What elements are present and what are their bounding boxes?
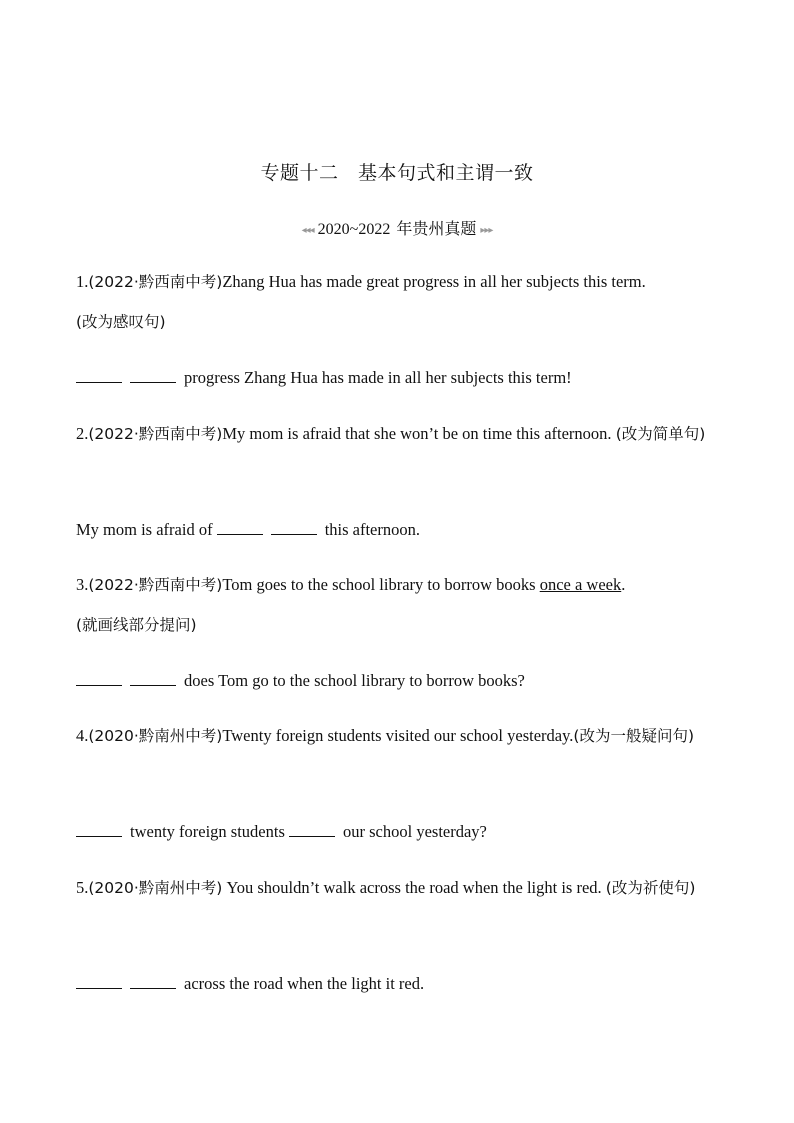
answer-line-5 — [76, 972, 720, 996]
question-source: (2020·黔南州中考) — [88, 727, 223, 745]
answer-line-3 — [76, 669, 720, 693]
answer-blank[interactable] — [76, 974, 122, 989]
subtitle-label: 年贵州真题 — [396, 219, 477, 238]
answer-blank[interactable] — [271, 520, 317, 535]
answer-text: across the road when the light it red. — [184, 974, 425, 993]
answer-line-1 — [76, 366, 720, 390]
answer-blank[interactable] — [217, 520, 263, 535]
section-subtitle — [0, 216, 794, 239]
answer-blank[interactable] — [289, 822, 335, 837]
answer-line-2 — [76, 518, 720, 542]
question-text: You shouldn’t walk across the road when the light is red. — [222, 878, 606, 897]
question-number: 4. — [76, 726, 89, 745]
answer-blank[interactable] — [76, 822, 122, 837]
question-1 — [76, 262, 720, 342]
question-4 — [76, 716, 720, 756]
answer-text-middle: twenty foreign students — [130, 822, 290, 841]
answer-blank[interactable] — [130, 368, 176, 383]
question-5 — [76, 868, 720, 908]
subtitle-years: 2020~2022 — [317, 221, 391, 238]
question-2 — [76, 414, 720, 454]
question-instruction: (改为一般疑问句) — [573, 727, 695, 745]
left-ornament-icon: ◂◂◂ — [301, 224, 314, 236]
question-text: Zhang Hua has made great progress in all her subjects this term. — [222, 272, 646, 291]
question-number: 2. — [76, 424, 89, 443]
answer-blank[interactable] — [130, 671, 176, 686]
question-text-end: . — [621, 575, 626, 594]
answer-text: our school yesterday? — [343, 822, 487, 841]
question-number: 1. — [76, 272, 89, 291]
underlined-phrase: once a week — [539, 575, 622, 594]
answer-text-before: My mom is afraid of — [76, 520, 217, 539]
question-number: 3. — [76, 575, 89, 594]
answer-line-4 — [76, 820, 720, 844]
question-text: Twenty foreign students visited our school yesterday. — [222, 726, 574, 745]
answer-blank[interactable] — [76, 368, 122, 383]
question-instruction: (改为简单句) — [615, 425, 706, 443]
page-title: 专题十二 基本句式和主谓一致 — [260, 162, 534, 184]
question-source: (2022·黔西南中考) — [88, 273, 223, 291]
question-text: Tom goes to the school library to borrow books — [222, 575, 540, 594]
right-ornament-icon: ▸▸▸ — [480, 224, 493, 236]
question-instruction: (改为祈使句) — [605, 879, 696, 897]
answer-text: this afternoon. — [324, 520, 420, 539]
question-number: 5. — [76, 878, 89, 897]
question-instruction: (改为感叹句) — [76, 313, 166, 331]
question-instruction: (就画线部分提问) — [76, 616, 197, 634]
question-source: (2022·黔西南中考) — [88, 576, 223, 594]
question-source: (2020·黔南州中考) — [88, 879, 223, 897]
question-3 — [76, 565, 720, 645]
question-text: My mom is afraid that she won’t be on time this afternoon. — [222, 424, 616, 443]
answer-blank[interactable] — [76, 671, 122, 686]
answer-blank[interactable] — [130, 974, 176, 989]
answer-text: progress Zhang Hua has made in all her subjects this term! — [184, 368, 572, 387]
answer-text: does Tom go to the school library to borrow books? — [184, 671, 525, 690]
question-source: (2022·黔西南中考) — [88, 425, 223, 443]
